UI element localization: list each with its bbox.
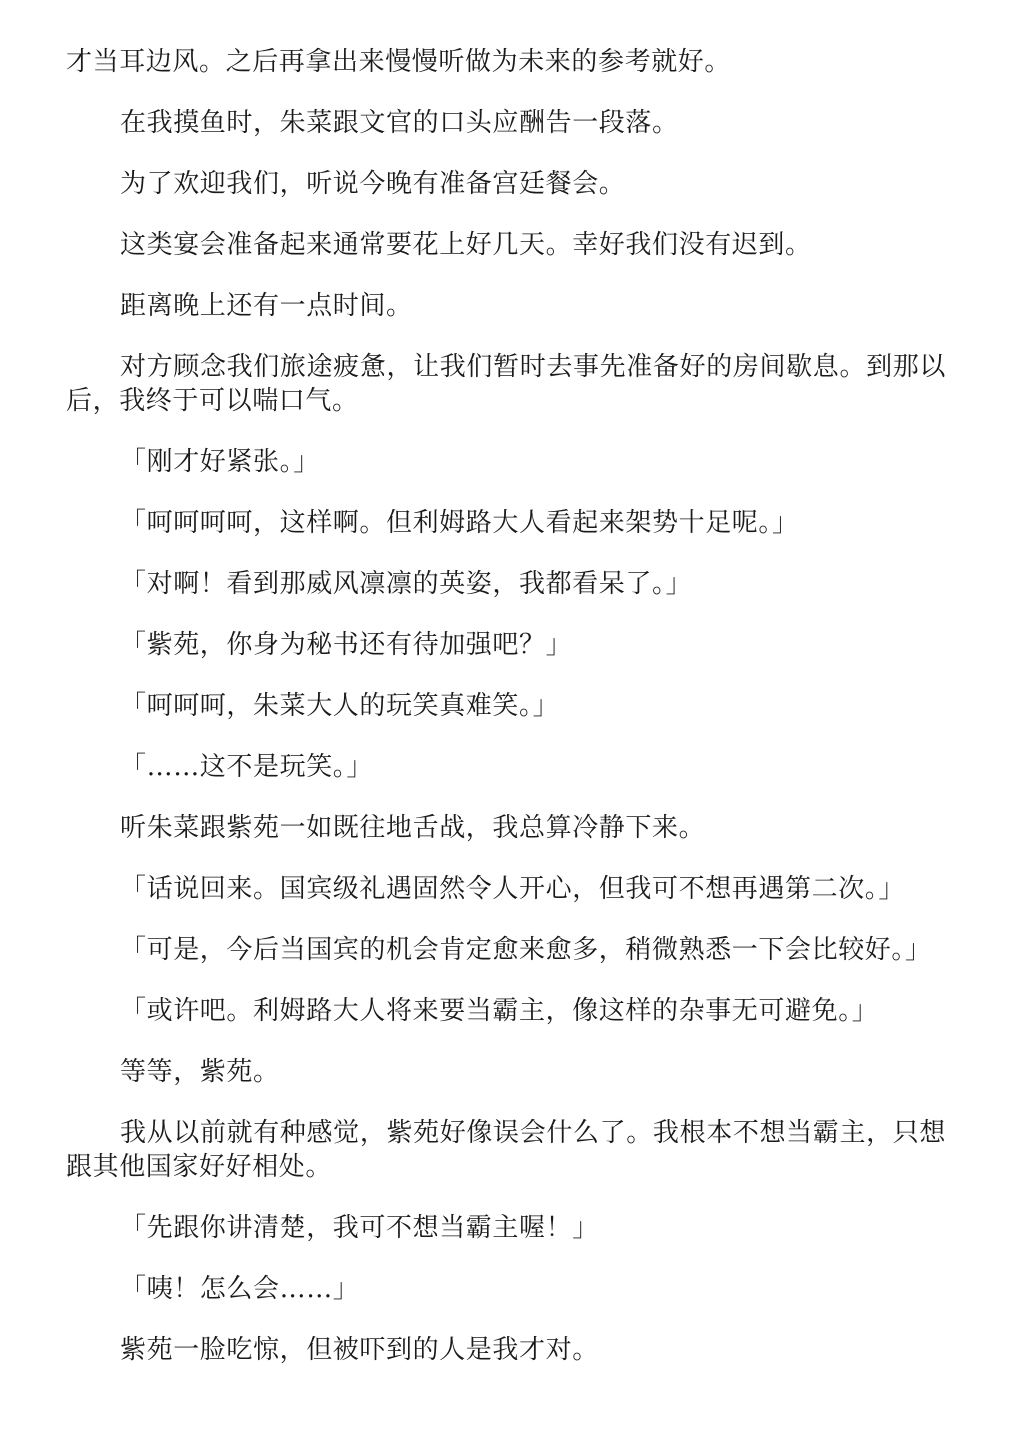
paragraph: 我从以前就有种感觉，紫苑好像误会什么了。我根本不想当霸主，只想跟其他国家好好相处。 — [66, 1118, 946, 1182]
paragraph-continued: 才当耳边风。之后再拿出来慢慢听做为未来的参考就好。 — [66, 47, 732, 77]
paragraph: 距离晚上还有一点时间。 — [120, 291, 413, 321]
dialogue-line: 「紫苑，你身为秘书还有待加强吧？」 — [120, 630, 573, 660]
dialogue-line: 「刚才好紧张。」 — [120, 447, 320, 477]
dialogue-line: 「呵呵呵，朱菜大人的玩笑真难笑。」 — [120, 691, 560, 721]
dialogue-line: 「话说回来。国宾级礼遇固然令人开心，但我可不想再遇第二次。」 — [120, 874, 906, 904]
text-body — [66, 45, 946, 1394]
dialogue-line: 「……这不是玩笑。」 — [120, 752, 374, 782]
paragraph: 等等，紫苑。 — [120, 1057, 280, 1087]
dialogue-line: 「对啊！看到那威风凛凛的英姿，我都看呆了。」 — [120, 569, 693, 599]
paragraph: 这类宴会准备起来通常要花上好几天。幸好我们没有迟到。 — [120, 230, 812, 260]
dialogue-line: 「先跟你讲清楚，我可不想当霸主喔！」 — [120, 1213, 599, 1243]
dialogue-line: 「呵呵呵呵，这样啊。但利姆路大人看起来架势十足呢。」 — [120, 508, 799, 538]
paragraph: 在我摸鱼时，朱菜跟文官的口头应酬告一段落。 — [120, 108, 679, 138]
dialogue-line: 「可是，今后当国宾的机会肯定愈来愈多，稍微熟悉一下会比较好。」 — [120, 935, 932, 965]
paragraph: 对方顾念我们旅途疲惫，让我们暂时去事先准备好的房间歇息。到那以后，我终于可以喘口气。 — [66, 352, 946, 416]
dialogue-line: 「或许吧。利姆路大人将来要当霸主，像这样的杂事无可避免。」 — [120, 996, 879, 1026]
paragraph: 听朱菜跟紫苑一如既往地舌战，我总算冷静下来。 — [120, 813, 706, 843]
paragraph: 为了欢迎我们，听说今晚有准备宫廷餐会。 — [120, 169, 626, 199]
paragraph: 紫苑一脸吃惊，但被吓到的人是我才对。 — [120, 1335, 599, 1365]
dialogue-line: 「咦！怎么会……」 — [120, 1274, 360, 1304]
